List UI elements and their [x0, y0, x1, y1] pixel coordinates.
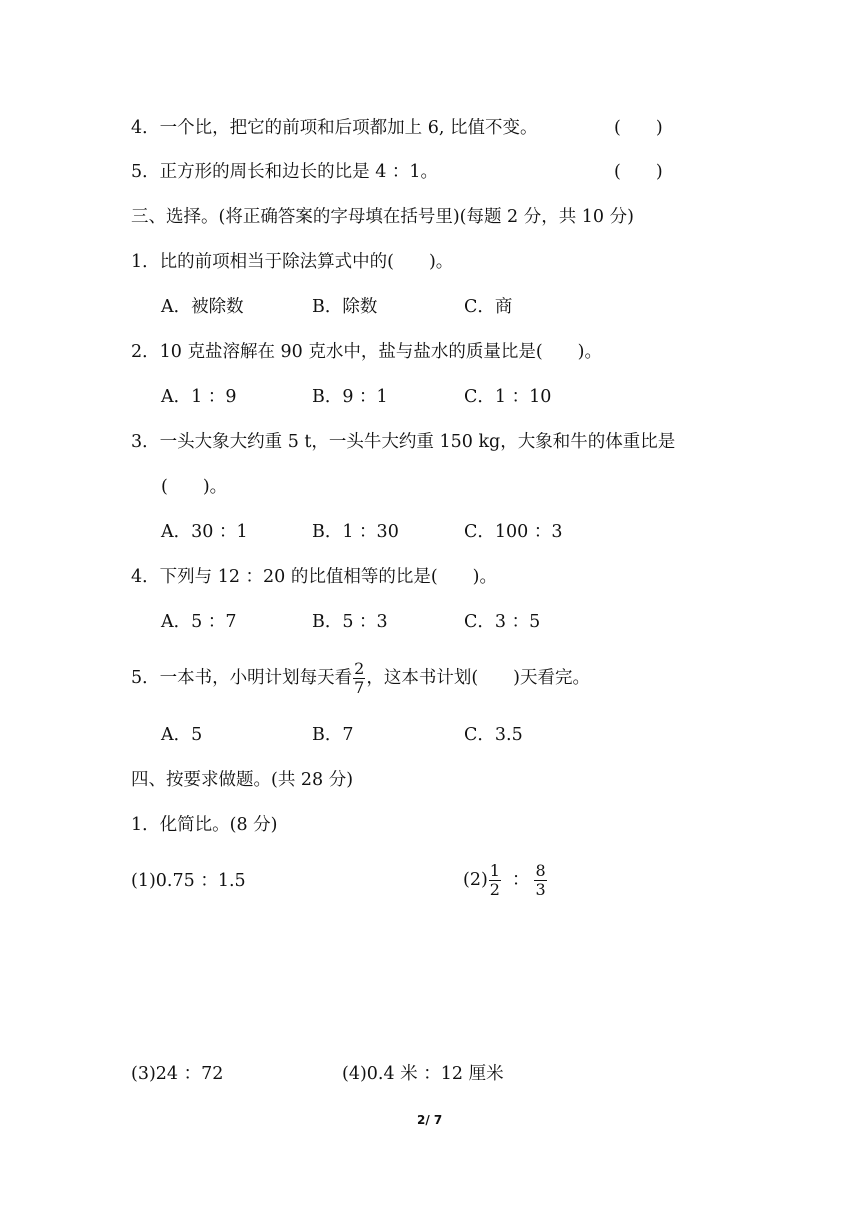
- ratio-colon: ：: [511, 870, 530, 890]
- problem-3: (3)24 ：72: [131, 1064, 224, 1084]
- option-b: B．5 ：3: [312, 612, 388, 632]
- option-a: A．5: [161, 725, 203, 745]
- option-b: B．1 ：30: [312, 522, 399, 542]
- choice-question-2: 2．10 克盐溶解在 90 克水中，盐与盐水的质量比是( )。: [131, 342, 603, 362]
- option-a: A．1 ：9: [161, 387, 237, 407]
- section-heading: 三、选择。(将正确答案的字母填在括号里)(每题 2 分，共 10 分): [131, 207, 634, 227]
- option-c: C．3.5: [464, 725, 523, 745]
- option-a: A．5 ：7: [161, 612, 237, 632]
- fraction-denominator: 3: [535, 880, 546, 899]
- question-text: 5．一本书，小明计划每天看: [131, 668, 353, 688]
- fraction-denominator: 7: [354, 678, 365, 697]
- problem-2: [463, 858, 548, 902]
- fraction-numerator: 1: [489, 861, 500, 880]
- section-heading: 四、按要求做题。(共 28 分): [131, 770, 354, 790]
- problem-1: (1)0.75 ：1.5: [131, 871, 246, 891]
- fraction-numerator: 2: [354, 659, 365, 678]
- option-c: C．3 ：5: [464, 612, 541, 632]
- problem-4: (4)0.4 米 ：12 厘米: [342, 1064, 504, 1084]
- question-text: ，这本书计划( )天看完。: [366, 668, 590, 688]
- task-question-1: 1．化简比。(8 分): [131, 815, 278, 835]
- fraction-denominator: 2: [489, 880, 500, 899]
- option-a: A．被除数: [161, 297, 244, 317]
- choice-question-4: 4．下列与 12 ：20 的比值相等的比是( )。: [131, 567, 498, 587]
- choice-question-3: 3．一头大象大约重 5 t，一头牛大约重 150 kg，大象和牛的体重比是: [131, 432, 676, 452]
- judge-question-4: 4．一个比，把它的前项和后项都加上 6, 比值不变。: [131, 118, 538, 138]
- fraction: [489, 862, 501, 899]
- problem-label: (2): [463, 870, 488, 890]
- choice-question-5: [131, 659, 590, 697]
- option-b: B．9 ：1: [312, 387, 388, 407]
- fraction-numerator: 8: [535, 861, 546, 880]
- answer-paren: ( ): [614, 118, 663, 138]
- judge-question-5: 5．正方形的周长和边长的比是 4 ：1。: [131, 162, 439, 182]
- fraction: [353, 660, 365, 697]
- choice-question-3-continued: ( )。: [161, 477, 228, 497]
- page-number: 2/ 7: [417, 1113, 443, 1127]
- option-c: C．1 ：10: [464, 387, 552, 407]
- answer-paren: ( ): [614, 162, 663, 182]
- option-a: A．30 ：1: [161, 522, 248, 542]
- fraction: [534, 862, 546, 899]
- option-c: C．100 ：3: [464, 522, 563, 542]
- option-b: B．除数: [312, 297, 378, 317]
- option-c: C．商: [464, 297, 513, 317]
- choice-question-1: 1．比的前项相当于除法算式中的( )。: [131, 252, 454, 272]
- option-b: B．7: [312, 725, 354, 745]
